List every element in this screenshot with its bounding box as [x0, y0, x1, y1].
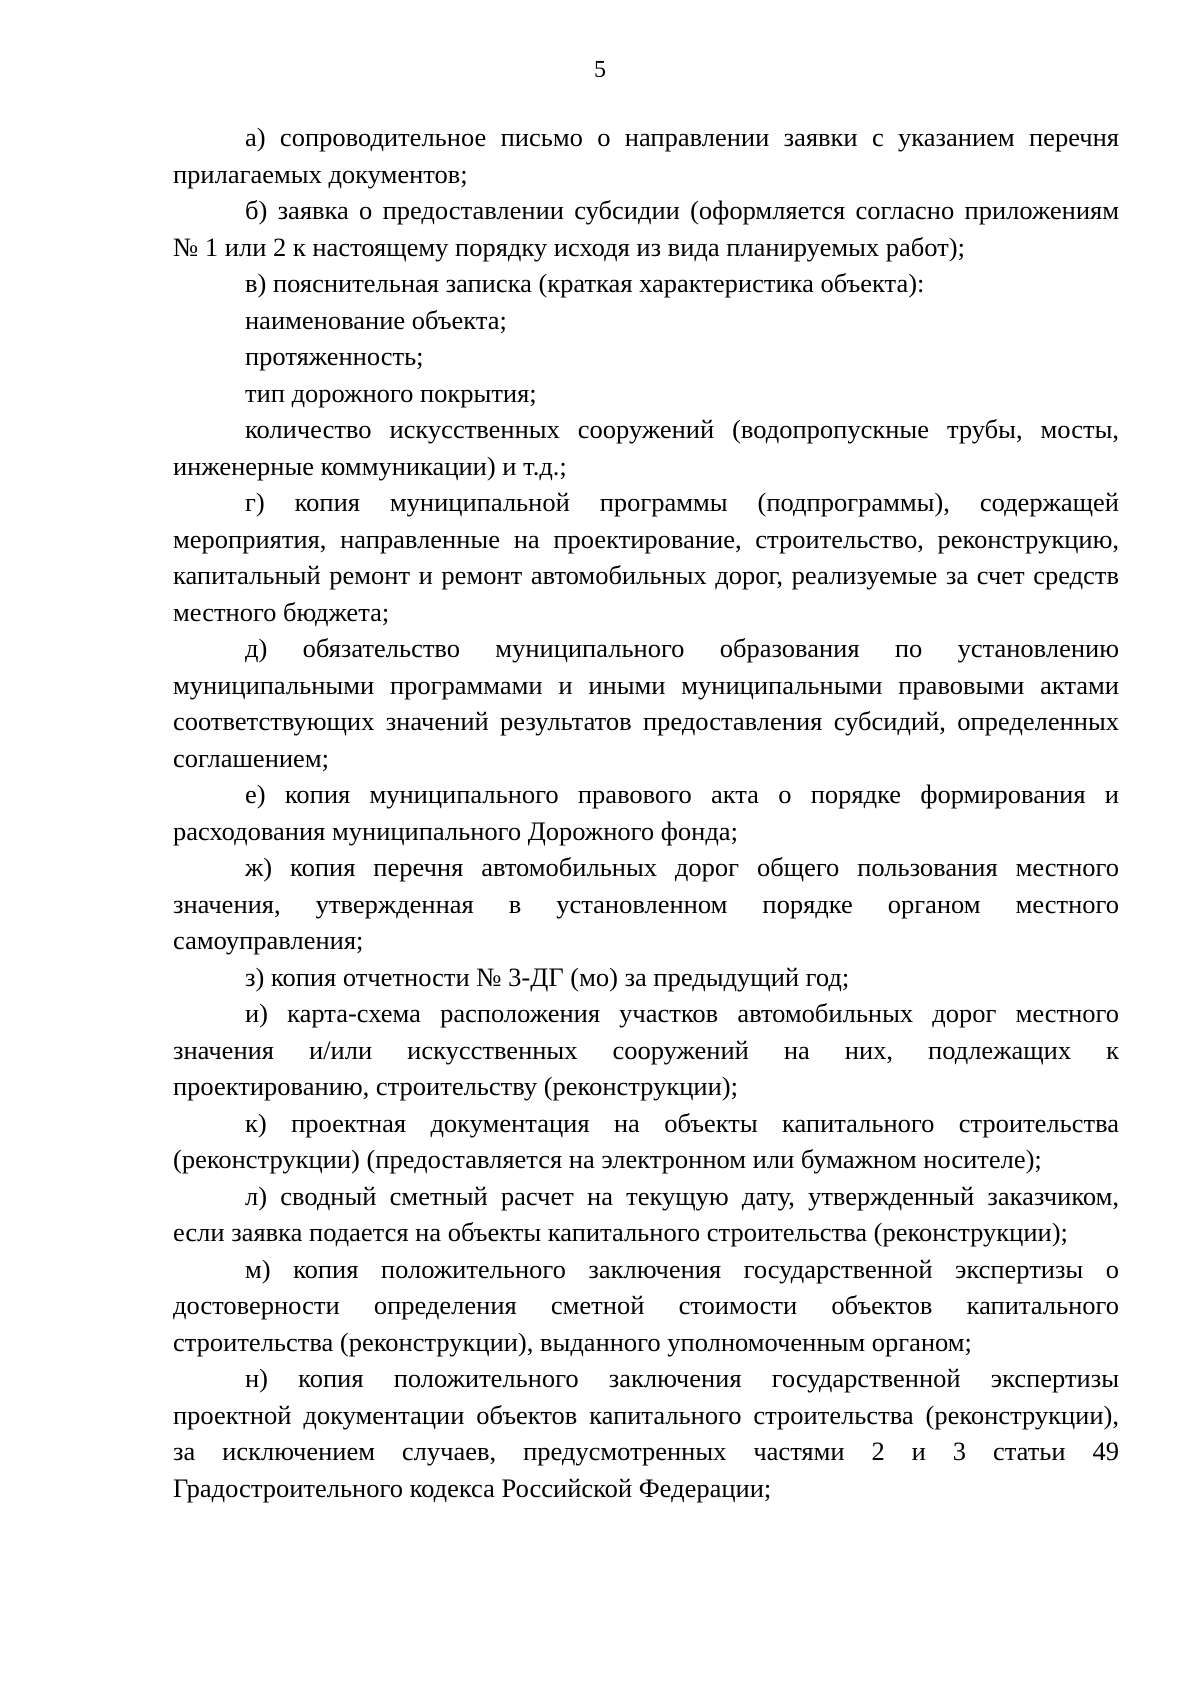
list-item-z: з) копия отчетности № 3-ДГ (мо) за предыдущий год;	[245, 961, 850, 992]
list-item-v: в) пояснительная записка (краткая характеристика объекта):	[245, 268, 925, 298]
sub-item-structures-count: количество искусственных сооружений (водопропускные трубы, мосты, инженерные коммуникации) и т.д.;	[173, 414, 1119, 481]
list-item-zh: ж) копия перечня автомобильных дорог общего пользования местного значения, утвержденная в установленном порядке органом местного самоуправления;	[173, 852, 1119, 955]
list-item-i: и) карта-схема расположения участков автомобильных дорог местного значения и/или искусственных сооружений на них, подлежащих к проектированию, строительству (реконструкции);	[173, 998, 1119, 1101]
list-item-k: к) проектная документация на объекты капитального строительства (реконструкции) (предоставляется на электронном или бумажном носителе);	[173, 1107, 1119, 1174]
list-item-a: а) сопроводительное письмо о направлении заявки с указанием перечня прилагаемых документов;	[173, 122, 1119, 189]
list-item-g: г) копия муниципальной программы (подпрограммы), содержащей мероприятия, направленные на проектирование, строительство, реконструкцию, капитальный ремонт и ремонт автомобильных дорог, реализуемые за счет средств местного бюджета;	[173, 487, 1119, 627]
list-item-b: б) заявка о предоставлении субсидии (оформляется согласно приложениям № 1 или 2 к настоящему порядку исходя из вида планируемых работ);	[173, 195, 1119, 262]
list-item-e: е) копия муниципального правового акта о порядке формирования и расходования муниципального Дорожного фонда;	[173, 779, 1119, 846]
list-item-n: н) копия положительного заключения государственной экспертизы проектной документации объектов капитального строительства (реконструкции), за исключением случаев, предусмотренных частями 2 и 3 статьи 49 Градостроительного кодекса Российской Федерации;	[173, 1363, 1119, 1503]
sub-item-surface-type: тип дорожного покрытия;	[245, 377, 537, 408]
page-number: 5	[594, 57, 606, 83]
sub-item-length: протяженность;	[245, 341, 424, 371]
list-item-m: м) копия положительного заключения государственной экспертизы о достоверности определения сметной стоимости объектов капитального строительства (реконструкции), выданного уполномоченным органом;	[173, 1253, 1119, 1357]
document-body	[173, 119, 1119, 1506]
sub-item-object-name: наименование объекта;	[245, 304, 507, 335]
list-item-l: л) сводный сметный расчет на текущую дату, утвержденный заказчиком, если заявка подается на объекты капитального строительства (реконструкции);	[173, 1180, 1119, 1247]
list-item-d: д) обязательство муниципального образования по установлению муниципальными программами и иными муниципальными правовыми актами соответствующих значений результатов предоставления субсидий, определенных соглашением;	[173, 633, 1119, 773]
